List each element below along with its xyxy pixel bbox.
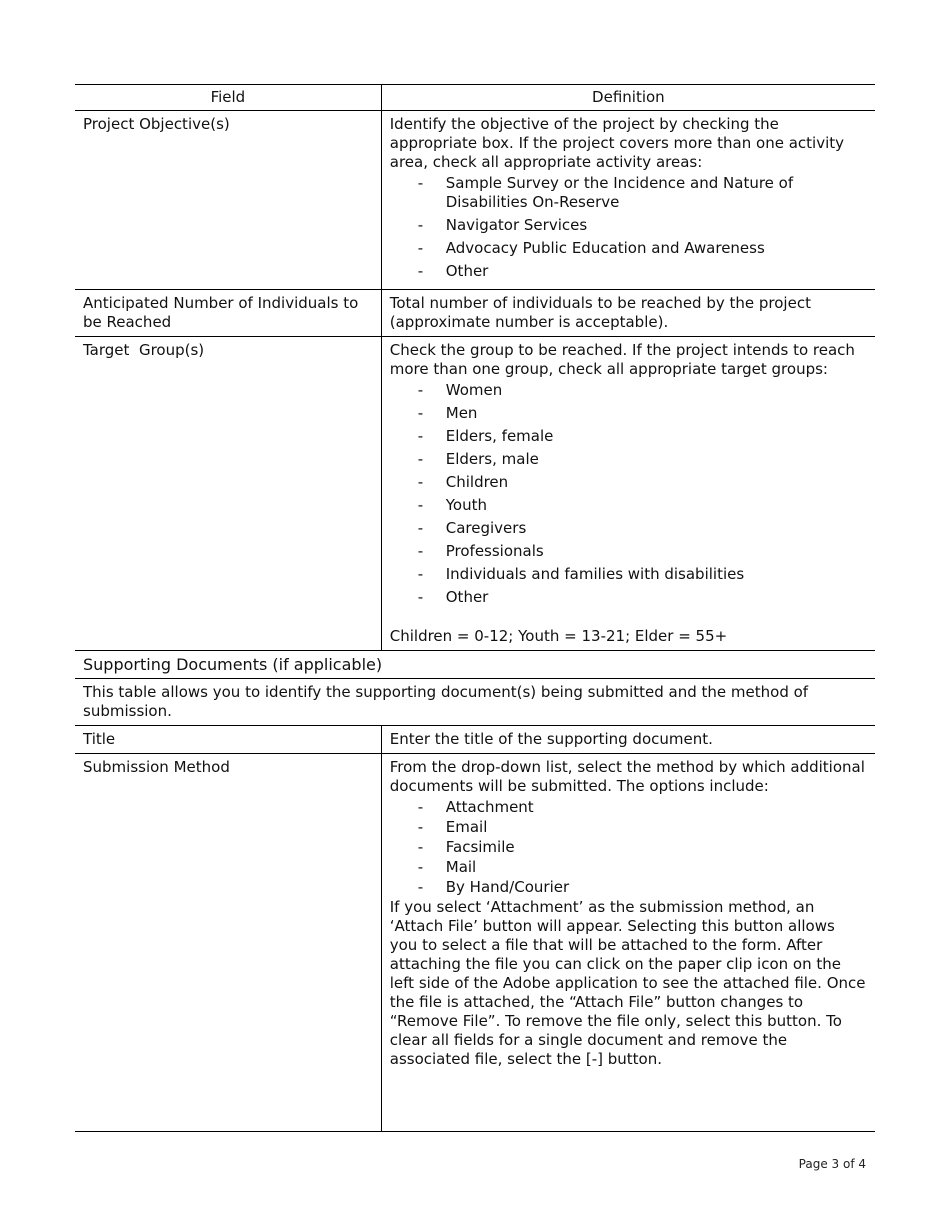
- definition-anticipated-number: Total number of individuals to be reached by the project (approximate number is acceptable).: [381, 290, 875, 337]
- objectives-list: [390, 174, 867, 281]
- list-item: - Children: [417, 473, 509, 491]
- definitions-table: [75, 84, 875, 1132]
- definition-project-objectives: [381, 111, 875, 290]
- page-number: Page 3 of 4: [798, 1157, 866, 1171]
- definition-title: Enter the title of the supporting document.: [381, 726, 875, 754]
- list-item: - Attachment: [417, 798, 534, 816]
- list-item: - Youth: [417, 496, 487, 514]
- field-target-groups: Target Group(s): [75, 337, 381, 651]
- table-row: [75, 337, 875, 651]
- target-groups-list: [390, 381, 867, 607]
- age-ranges-note: Children = 0-12; Youth = 13-21; Elder = 55+: [389, 627, 728, 645]
- list-item: - Sample Survey or the Incidence and Nature of Disabilities On-Reserve: [417, 174, 794, 211]
- dash-bullet: -: [417, 427, 424, 445]
- dash-bullet: -: [417, 858, 424, 876]
- header-definition: Definition: [381, 85, 875, 111]
- list-item: - Elders, female: [417, 427, 554, 445]
- supporting-documents-title: Supporting Documents (if applicable): [75, 651, 875, 679]
- definition-intro: From the drop-down list, select the method by which additional documents will be submitted. The options include:: [389, 758, 865, 795]
- table-row: [75, 754, 875, 1132]
- definition-submission-method: [381, 754, 875, 1132]
- dash-bullet: -: [417, 878, 424, 896]
- document-page: [75, 84, 875, 1132]
- list-item: - Other: [417, 588, 489, 606]
- definition-intro: Identify the objective of the project by checking the appropriate box. If the project covers more than one activity area, check all appropriate activity areas:: [389, 115, 844, 171]
- list-item: - Advocacy Public Education and Awareness: [417, 239, 765, 257]
- dash-bullet: -: [417, 798, 424, 816]
- definition-target-groups: [381, 337, 875, 651]
- field-title: Title: [75, 726, 381, 754]
- list-item: - Elders, male: [417, 450, 539, 468]
- field-project-objectives: Project Objective(s): [75, 111, 381, 290]
- table-row: [75, 290, 875, 337]
- section-description-row: [75, 679, 875, 726]
- supporting-documents-description: This table allows you to identify the supporting document(s) being submitted and the method of submission.: [75, 679, 875, 726]
- dash-bullet: -: [417, 838, 424, 856]
- list-item: - Other: [417, 262, 489, 280]
- definition-intro: Check the group to be reached. If the project intends to reach more than one group, check all appropriate target groups:: [389, 341, 855, 378]
- dash-bullet: -: [417, 262, 424, 280]
- dash-bullet: -: [417, 404, 424, 422]
- dash-bullet: -: [417, 519, 424, 537]
- list-item: - Email: [417, 818, 488, 836]
- list-item: - Women: [417, 381, 503, 399]
- table-row: [75, 111, 875, 290]
- dash-bullet: -: [417, 216, 424, 234]
- dash-bullet: -: [417, 565, 424, 583]
- list-item: - Men: [417, 404, 478, 422]
- header-field: Field: [75, 85, 381, 111]
- dash-bullet: -: [417, 450, 424, 468]
- section-row: [75, 651, 875, 679]
- table-header-row: [75, 85, 875, 111]
- list-item: - Facsimile: [417, 838, 515, 856]
- dash-bullet: -: [417, 496, 424, 514]
- submission-options-list: [390, 798, 867, 897]
- attachment-instructions: If you select ‘Attachment’ as the submission method, an ‘Attach File’ button will appear. Selecting this button allows you to select a file that will be attached to the form. After attaching the file you can click on the paper clip icon on the left side of the Adobe application to see the attached file. Once the file is attached, the “Attach File” button changes to “Remove File”. To remove the file only, select this button. To clear all fields for a single document and remove the associated file, select the [-] button.: [389, 898, 866, 1068]
- table-row: [75, 726, 875, 754]
- list-item: - Professionals: [417, 542, 544, 560]
- list-item: - By Hand/Courier: [417, 878, 570, 896]
- list-item: - Individuals and families with disabilities: [417, 565, 745, 583]
- dash-bullet: -: [417, 818, 424, 836]
- field-anticipated-number: Anticipated Number of Individuals to be Reached: [75, 290, 381, 337]
- list-item: - Caregivers: [417, 519, 527, 537]
- list-item: - Navigator Services: [417, 216, 588, 234]
- dash-bullet: -: [417, 239, 424, 257]
- field-submission-method: Submission Method: [75, 754, 381, 1132]
- dash-bullet: -: [417, 588, 424, 606]
- list-item: - Mail: [417, 858, 477, 876]
- dash-bullet: -: [417, 381, 424, 399]
- dash-bullet: -: [417, 174, 424, 192]
- dash-bullet: -: [417, 473, 424, 491]
- dash-bullet: -: [417, 542, 424, 560]
